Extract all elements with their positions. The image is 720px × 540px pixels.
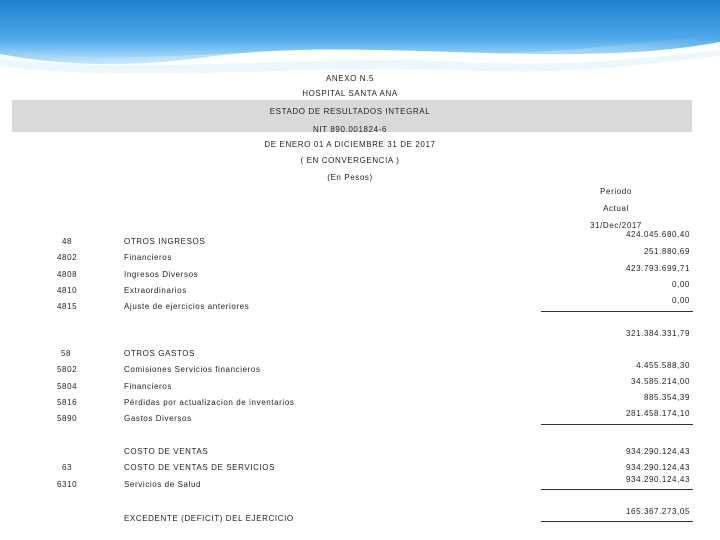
account-code: 5890 [57,414,78,423]
header-banner [0,0,720,75]
account-value: 281.458.174,10 [625,409,690,418]
section-title-otros-ingresos: OTROS INGRESOS [124,237,206,246]
currency-label: (En Pesos) [327,173,373,182]
section-total: 424.045.680,40 [625,230,690,239]
account-value: 423.793.699,71 [625,264,690,273]
section-title-costo-ventas-servicios: COSTO DE VENTAS DE SERVICIOS [124,463,276,472]
section-value: 934.290.124,43 [625,463,690,472]
total-rule [541,521,693,522]
section-code: 63 [62,463,73,472]
subtotal-rule [541,489,693,490]
account-label: Financieros [124,382,172,391]
account-label: Gastos Diversos [124,414,192,423]
period-range: DE ENERO 01 A DICIEMBRE 31 DE 2017 [264,140,436,149]
convergence-label: ( EN CONVERGENCIA ) [300,156,400,165]
account-label: Ajuste de ejercicios anteriores [124,302,250,311]
annex-label: ANEXO N.5 [325,74,375,83]
nit-label: NIT 890.001824-6 [313,125,387,134]
statement-title: ESTADO DE RESULTADOS INTEGRAL [269,107,431,116]
account-value: 251.880,69 [643,247,690,256]
account-code: 5816 [57,398,78,407]
account-code: 6310 [57,480,78,489]
hospital-name: HOSPITAL SANTA ANA [302,89,398,98]
column-date: 31/Dec/2017 [590,221,642,230]
section-title-otros-gastos: OTROS GASTOS [124,349,196,358]
account-label: Servicios de Salud [124,480,202,489]
result-label: EXCEDENTE (DEFICIT) DEL EJERCICIO [124,514,294,523]
column-label-period: Periodo [600,187,632,196]
column-label-actual: Actual [603,204,629,213]
account-code: 5802 [57,365,78,374]
account-label: Pérdidas por actualizacion de inventarios [124,398,295,407]
account-label: Ingresos Diversos [124,270,199,279]
account-code: 4808 [57,270,78,279]
account-label: Comisiones Servicios financieros [124,365,261,374]
account-label: Extraordinarios [124,286,187,295]
section-total: 934.290.124,43 [625,447,690,456]
result-value: 165.367.273,05 [625,507,690,516]
account-code: 4810 [57,286,78,295]
section-code: 48 [62,237,73,246]
account-value: 4.455.588,30 [636,361,690,370]
account-code: 4815 [57,302,78,311]
section-code: 58 [61,349,72,358]
subtotal-rule [541,424,693,425]
account-label: Financieros [124,253,172,262]
account-value: 34.585.214,00 [631,377,690,386]
account-code: 5804 [57,382,78,391]
account-value: 934.290.124,43 [625,475,690,484]
account-value: 0,00 [672,280,690,289]
account-code: 4802 [57,253,78,262]
section-total: 321.384.331,79 [625,329,690,338]
subtotal-rule [541,311,693,312]
account-value: 885.354,39 [643,393,690,402]
account-value: 0,00 [672,296,690,305]
section-title-costo-ventas: COSTO DE VENTAS [124,447,209,456]
